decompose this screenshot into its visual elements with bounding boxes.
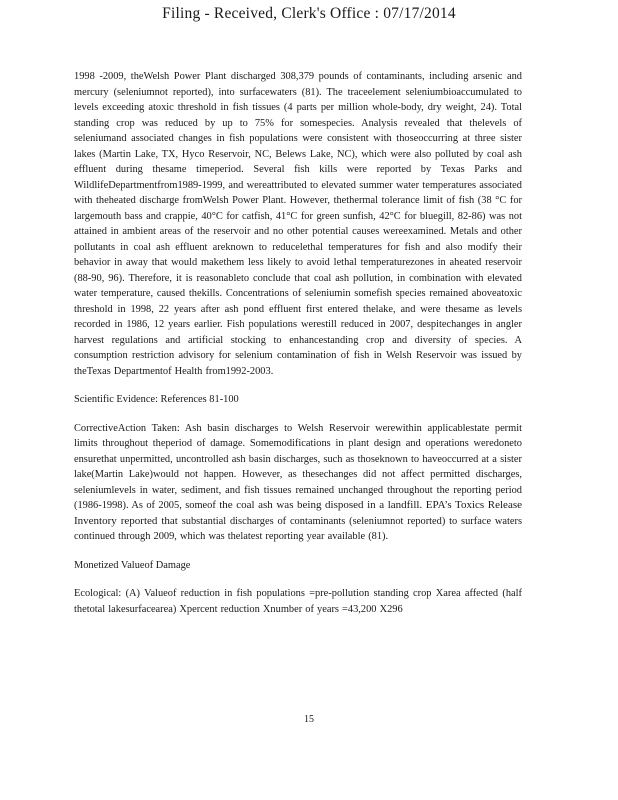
- heading-scientific-evidence: Scientific Evidence: References 81-100: [74, 394, 239, 405]
- paragraph-corrective-action: [74, 421, 522, 545]
- filing-header: Filing - Received, Clerk's Office : 07/17/2014: [162, 5, 456, 22]
- paragraph-ecological-value: Ecological: (A) Valueof reduction in fish populations =pre-pollution standing crop Xarea affected (half thetotal lakesurfacearea) Xpercent reduction Xnumber of years =43,200 X296: [74, 588, 522, 615]
- page-number: 15: [304, 714, 314, 725]
- paragraph-damage-description: 1998 -2009, theWelsh Power Plant discharged 308,379 pounds of contaminants, including arsenic and mercury (seleniumnot reported), into surfacewaters (81). The traceelement seleniumbioaccumulated to levels exceeding atoxic threshold in fish tissues (4 parts per million whole-body, dry weight, 24). Total standing crop was reduced by up to 75% for somespecies. Analysis revealed that thelevels of seleniumand associated changes in fish populations were consistent with thoseoccurring at three sister lakes (Martin Lake, TX, Hyco Reservoir, NC, Belews Lake, NC), which were also polluted by coal ash effluent during thesame timeperiod. Several fish kills were reported by Texas Parks and WildlifeDepartmentfrom1989-1999, and wereattributed to elevated summer water temperatures associated with theheated discharge fromWelsh Power Plant. However, thethermal tolerance limit of fish (38 °C for largemouth bass and crappie, 40°C for catfish, 41°C for green sunfish, 42°C for bluegill, 82-86) was not attained in ambient areas of the reservoir and no other potential causes wereexamined. Metals and other pollutants in coal ash effluent areknown to reducelethal temperatures for fish and also modify their behavior in away that would makethem less likely to avoid lethal temperaturezones in aheated reservoir (88-90, 96). Therefore, it is reasonableto conclude that coal ash pollution, in combination with elevated water temperature, caused thekills. Concentrations of seleniumin somefish species remained aboveatoxic threshold in 1998, 22 years after ash pond effluent first entered thelake, and were thesame as levels recorded in 1986, 12 years earlier. Fish populations werestill reduced in 2007, despitechanges in angler harvest regulations and artificial stocking to enhancestanding crop and diversity of species. A consumption restriction advisory for selenium contamination of fish in Welsh Reservoir was issued by theTexas Departmentof Health from1992-2003.: [74, 71, 522, 377]
- corrective-action-text-3: substantial discharges of contaminants (seleniumnot reported) to surface waters continued through 2009, which was thelatest reporting year available (81).: [74, 515, 522, 542]
- document-body: [74, 69, 522, 617]
- corrective-action-text-2: the coal ash was being disposed in a landfill. EPA’s Toxics Release Inventory reported that: [74, 499, 522, 527]
- heading-monetized-value: Monetized Valueof Damage: [74, 559, 191, 571]
- corrective-action-text-1: CorrectiveAction Taken: Ash basin discharges to Welsh Reservoir werewithin applicablestate permit limits throughout theperiod of damage. Somemodifications in plant design and operations weredoneto ensurethat unpermitted, uncontrolled ash basin discharges, such as thoseknown to haveoccurred at a sister lake(Martin Lake)would not happen. However, as thesechanges did not affect permitted discharges, seleniumlevels in water, sediment, and fish tissues remained unchanged throughout the reporting period (1986-1998). As of 2005, someof: [74, 422, 522, 511]
